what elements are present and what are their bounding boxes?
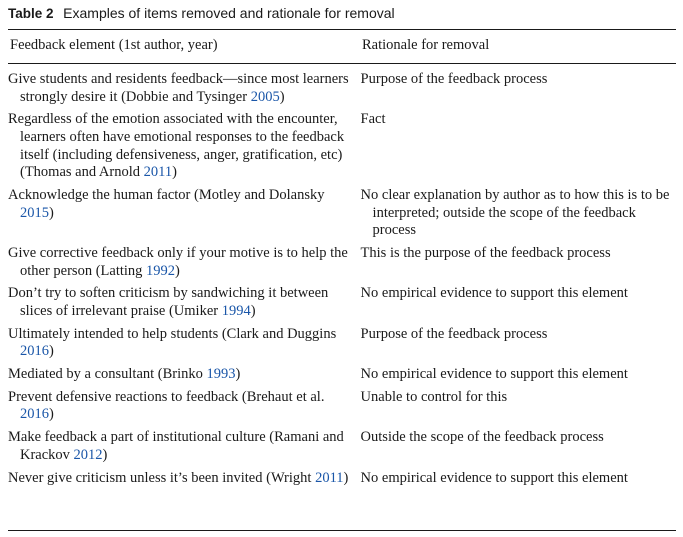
- rationale-cell: This is the purpose of the feedback process: [360, 244, 611, 261]
- rationale-cell: Purpose of the feedback process: [360, 325, 548, 342]
- citation-year-link[interactable]: 2012: [73, 446, 103, 463]
- citation-year-link[interactable]: 2005: [250, 88, 280, 105]
- feedback-element-cell: Make feedback a part of institutional culture (Ramani and Krackov 2012): [8, 429, 344, 463]
- table-row: [8, 470, 676, 488]
- table-row: [8, 71, 676, 106]
- feedback-element-cell: Mediated by a consultant (Brinko 1993): [8, 366, 241, 383]
- table-row: [8, 285, 676, 320]
- citation-year-link[interactable]: 2015: [20, 204, 49, 221]
- feedback-element-cell: Regardless of the emotion associated with the encounter, learners often have emotional responses to the feedback itself (including defensiveness, anger, gratification, etc) (Thomas and Arnold 2011): [8, 111, 345, 181]
- table-caption: [8, 4, 395, 23]
- rationale-cell: No empirical evidence to support this element: [360, 285, 628, 302]
- citation-year-link[interactable]: 1994: [221, 302, 251, 319]
- feedback-element-cell: Give students and residents feedback—since most learners strongly desire it (Dobbie and Tysinger 2005): [8, 71, 349, 105]
- citation-year-link[interactable]: 2011: [315, 469, 344, 486]
- citation-year-link[interactable]: 1992: [146, 262, 176, 279]
- header-rationale: Rationale for removal: [362, 37, 490, 53]
- table-row: [8, 245, 676, 280]
- citation-year-link[interactable]: 2016: [20, 343, 49, 360]
- table-row: [8, 111, 676, 181]
- rationale-cell: No clear explanation by author as to how this is to be interpreted; outside the scope of the feedback process: [360, 186, 670, 239]
- rationale-cell: Purpose of the feedback process: [360, 71, 548, 87]
- feedback-element-cell: Acknowledge the human factor (Motley and Dolansky 2015): [8, 186, 325, 221]
- rationale-cell: Unable to control for this: [360, 388, 508, 405]
- table-row: [8, 366, 676, 384]
- feedback-element-cell: Ultimately intended to help students (Clark and Duggins 2016): [8, 325, 337, 360]
- rationale-cell: Outside the scope of the feedback process: [360, 429, 604, 446]
- header-rule: [8, 63, 676, 64]
- feedback-element-cell: Prevent defensive reactions to feedback (Brehaut et al. 2016): [8, 388, 325, 423]
- citation-year-link[interactable]: 2016: [20, 406, 49, 423]
- citation-year-link[interactable]: 2011: [143, 164, 173, 181]
- table-row: [8, 326, 676, 361]
- header-feedback-element: Feedback element (1st author, year): [10, 37, 218, 53]
- bottom-rule: [8, 530, 676, 531]
- table-title: Examples of items removed and rationale for removal: [63, 5, 395, 21]
- citation-year-link[interactable]: 1993: [206, 366, 236, 383]
- feedback-element-cell: Don’t try to soften criticism by sandwiching it between slices of irrelevant praise (Umiker 1994): [8, 285, 329, 319]
- table-row: [8, 187, 676, 240]
- table-row: [8, 429, 676, 464]
- top-rule: [8, 29, 676, 30]
- rationale-cell: Fact: [360, 111, 386, 128]
- table-row: [8, 389, 676, 424]
- table-label: Table 2: [8, 6, 54, 21]
- table-body: [8, 71, 676, 492]
- rationale-cell: No empirical evidence to support this element: [360, 469, 628, 486]
- rationale-cell: No empirical evidence to support this element: [360, 366, 628, 383]
- feedback-element-cell: Give corrective feedback only if your motive is to help the other person (Latting 1992): [8, 244, 348, 279]
- feedback-element-cell: Never give criticism unless it’s been invited (Wright 2011): [8, 469, 349, 486]
